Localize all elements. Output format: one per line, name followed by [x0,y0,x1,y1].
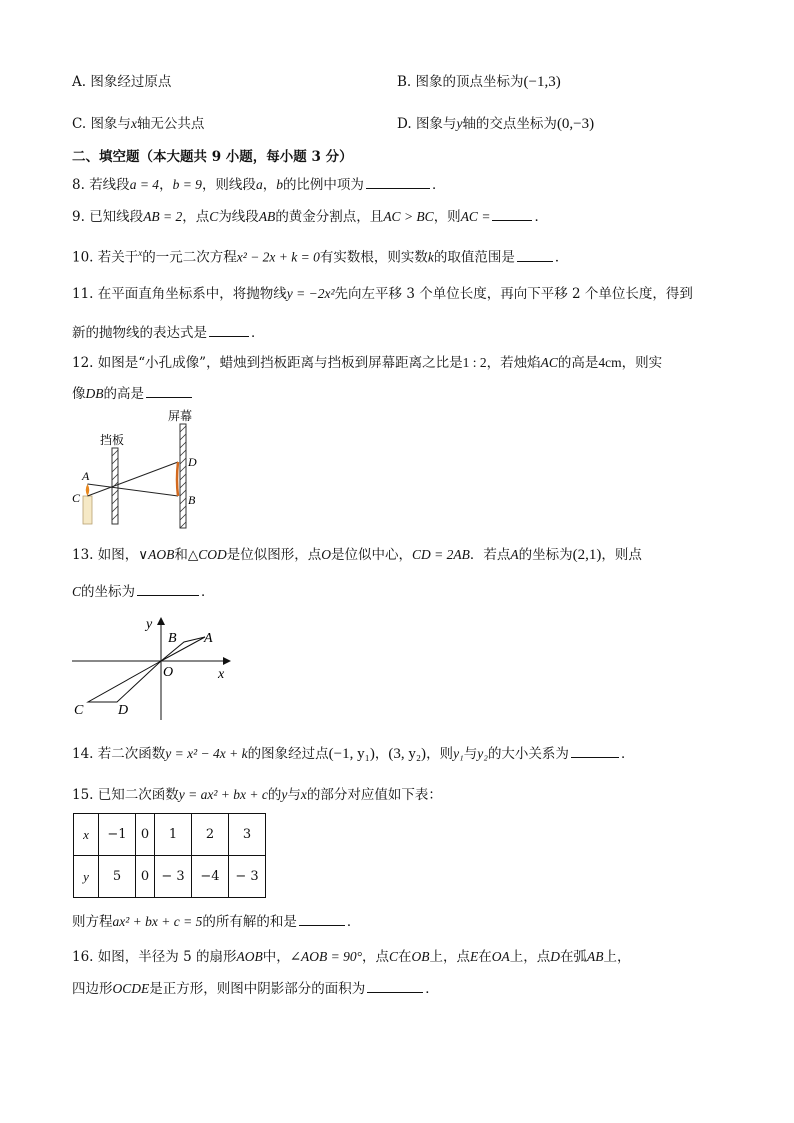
q13-text7: ，则点 [601,547,642,563]
q16-angle: ∠AOB = 90° [289,949,363,964]
table-cell: 0 [136,856,155,898]
q14-var-y2: y₂ [477,746,488,761]
table-cell: −1 [99,814,136,856]
q15-answer-blank[interactable] [299,912,345,926]
q13-text3: 是位似图形，点 [226,547,322,563]
option-c-prefix: C. [72,116,87,132]
q11-end: ． [251,325,265,341]
question-12 [72,354,662,372]
q16-var-ab: AB [587,949,604,964]
q16-line2a: 四边形 [72,981,113,997]
q12-text1: 如图是“小孔成像”，蜡烛到挡板距离与挡板到屏幕距离之比是 [97,355,463,371]
similar-figure [66,612,246,722]
q15-number: 15. [72,787,94,803]
q10-text1: 若关于 [97,249,139,266]
question-9 [72,207,548,226]
question-15 [72,786,442,804]
q11-answer-blank[interactable] [209,323,249,337]
q12-answer-blank[interactable] [146,384,192,398]
q10-var-k: k [427,249,434,265]
triangle-cod [88,661,161,702]
q16-text3: ，点 [362,949,390,965]
table-cell: 3 [229,814,266,856]
label-c: C [72,491,81,505]
candle [83,496,92,524]
option-d-var: y [456,116,463,131]
question-16-line2 [72,979,439,998]
q15-var-y: y [281,787,288,802]
q16-sector: AOB [236,949,263,964]
q16-text8: 在弧 [560,949,588,965]
q8-var-a: a [255,177,263,192]
q9-math-ineq: AC > BC [383,209,434,224]
label-a: A [82,469,90,483]
option-b [397,73,561,91]
q10-text3: 有实数根，则实数 [319,249,428,266]
q15-text2: 的 [267,787,282,803]
option-c [72,115,204,133]
section-heading: 二、填空题（本大题共 9 小题，每小题 3 分） [72,149,353,165]
q15-text1: 已知二次函数 [97,787,179,803]
q9-text2: ，点 [182,209,210,225]
value-table [73,813,266,898]
q13-text1: 如图， [97,547,139,563]
question-15-line2 [72,912,360,931]
q12-var-ac: AC [540,355,558,370]
option-c-var: x [130,116,137,131]
q8-text2: ，则线段 [201,177,256,193]
q10-text4: 的取值范围是 [433,249,515,266]
q8-answer-blank[interactable] [366,175,430,189]
q14-text5: 与 [463,746,478,762]
q16-var-ob: OB [411,949,430,964]
q9-answer-blank[interactable] [492,207,532,221]
label-o: O [163,665,174,680]
q8-math-a: a = 4 [129,177,160,192]
table-cell: x [74,814,99,856]
option-c-text1: 图象与 [90,116,131,132]
q13-math-cd: CD = 2AB [412,547,470,562]
table-cell: −4 [192,856,229,898]
q15-text4: 的部分对应值如下表： [306,787,442,803]
q16-text5: 上，点 [429,949,471,965]
q14-function: y = x² − 4x + k [165,746,248,761]
q16-text2: 中， [262,949,290,965]
q16-text6: 在 [478,949,492,965]
q11-text2: 先向左平移 3 个单位长度，再向下平移 2 个单位长度，得到 [334,286,693,302]
q16-var-oa: OA [491,949,510,964]
q9-var-c: C [209,209,219,224]
q14-text6: 的大小关系为 [487,746,569,762]
q13-line2-text: 的坐标为 [81,584,136,600]
option-d-text2: 轴的交点坐标为 [462,116,557,132]
q15-end: ． [346,914,361,930]
q14-text2: 的图象经过点 [247,746,329,762]
candle-flame [86,484,90,496]
q10-equation: x² − 2x + k = 0 [236,249,320,265]
q9-text5: ，则 [433,209,461,225]
q13-text2: 和 [174,547,188,563]
q16-answer-blank[interactable] [367,979,423,993]
label-screen: 屏幕 [168,409,193,423]
option-c-text2: 轴无公共点 [136,116,205,132]
q13-triangle-aob: ∨AOB [138,547,175,562]
q12-line2b: 的高是 [103,386,144,402]
q11-text1: 在平面直角坐标系中，将抛物线 [97,286,287,302]
label-d: D [188,455,197,469]
q14-text1: 若二次函数 [97,746,166,762]
question-16 [72,948,631,966]
q12-number: 12. [72,355,94,371]
question-11-line2 [72,323,265,342]
q14-end: ． [620,746,635,762]
q9-var-ab: AB [258,209,276,224]
q8-var-b: b [276,177,283,192]
q10-number: 10. [72,249,94,266]
q16-text1: 如图，半径为 5 的扇形 [97,949,237,965]
q8-math-b: b = 9 [172,177,202,192]
q14-answer-blank[interactable] [571,744,619,758]
table-cell: − 3 [229,856,266,898]
q13-var-o: O [321,547,332,562]
ray-a-to-b [88,484,179,496]
label-board: 挡板 [100,433,125,447]
q12-text2: ，若烛焰 [486,355,541,371]
option-d-coord: (0,−3) [556,116,595,132]
q8-text: 若线段 [89,177,130,193]
label-c: C [74,703,84,718]
q10-var-x: x [138,248,143,258]
option-a [72,73,171,91]
q12-height: 4cm [598,355,622,370]
q16-var-c: C [389,949,399,964]
label-d: D [118,703,129,718]
q13-text5: ．若点 [469,547,511,563]
q15-equation: ax² + bx + c = 5 [112,914,203,929]
q14-number: 14. [72,746,94,762]
q16-text9: 上， [603,949,631,965]
q16-end: ． [425,981,439,997]
pinhole-figure [66,404,206,530]
q13-var-a: A [510,547,519,562]
option-d-text1: 图象与 [415,116,457,132]
option-a-text: 图象经过原点 [90,74,172,90]
q15-text3: 与 [287,787,301,803]
q16-square: OCDE [112,981,150,996]
inverted-image [177,462,178,496]
q15-function: y = ax² + bx + c [178,787,268,802]
q13-var-c: C [72,584,82,599]
q9-number: 9. [72,209,85,225]
table-cell: 0 [136,814,155,856]
q13-text4: 是位似中心， [331,547,413,563]
q9-math-ac: AC = [460,209,491,224]
question-13-line2 [72,582,215,601]
q13-text6: 的坐标为 [518,547,573,563]
question-10 [72,244,568,267]
question-8 [72,175,445,194]
q15-after2: 的所有解的和是 [202,914,297,930]
q8-end: ． [431,177,446,193]
table-cell: y [74,856,99,898]
question-12-line2 [72,384,194,403]
option-b-coord: (−1,3) [523,74,561,90]
q10-text2: 的一元二次方程 [142,249,237,266]
q10-answer-blank[interactable] [517,248,553,262]
q16-var-e: E [470,949,479,964]
label-y: y [146,617,153,632]
label-x: x [218,667,225,682]
label-a: A [204,631,213,646]
q13-end: ． [201,584,215,600]
q12-ratio: 1 : 2 [462,355,487,370]
table-cell: 5 [99,856,136,898]
q12-text4: ，则实 [621,355,663,371]
q8-text4: 的比例中项为 [282,177,364,193]
question-13 [72,546,642,564]
q16-text4: 在 [398,949,412,965]
q13-number: 13. [72,547,94,563]
q9-text1: 已知线段 [89,209,144,225]
q12-text3: 的高是 [557,355,599,371]
q8-text3: ， [262,177,277,193]
question-11 [72,285,693,303]
q11-number: 11. [72,286,94,302]
q15-after1: 则方程 [72,914,113,930]
option-a-prefix: A. [72,74,87,90]
ray-c-to-d [88,462,179,496]
q16-var-d: D [550,949,561,964]
q14-text3: ， [374,746,389,762]
q10-end: ． [554,249,569,266]
label-b: B [168,631,177,646]
table-row-x [74,814,266,856]
q16-number: 16. [72,949,94,965]
q11-line2-text: 新的抛物线的表达式是 [72,325,207,341]
q16-text7: 上，点 [509,949,551,965]
option-b-prefix: B. [397,74,412,90]
table-row-y [74,856,266,898]
option-d-prefix: D. [397,116,412,132]
q9-text3: 为线段 [218,209,259,225]
q13-triangle-cod: △COD [187,547,227,562]
q16-line2b: 是正方形，则图中阴影部分的面积为 [149,981,366,997]
q14-var-y1: y₁ [453,746,464,761]
table-cell: 2 [192,814,229,856]
q9-end: ． [534,209,548,225]
q8-sep: ， [159,177,173,193]
q9-math-ab: AB = 2 [143,209,183,224]
table-cell: 1 [155,814,192,856]
q8-number: 8. [72,177,85,193]
q14-text4: ，则 [426,746,454,762]
q14-point1: (−1, y₁) [328,746,375,762]
q13-coord-a: (2,1) [572,547,602,563]
question-14 [72,744,634,763]
table-cell: − 3 [155,856,192,898]
q15-var-x: x [300,787,307,802]
q13-answer-blank[interactable] [137,582,199,596]
q12-line2a: 像 [72,386,86,402]
q14-point2: (3, y₂) [388,746,427,762]
q11-parabola: y = −2x² [286,286,335,301]
option-d [397,115,594,133]
q12-var-db: DB [85,386,104,401]
q9-text4: 的黄金分割点，且 [275,209,384,225]
option-b-text: 图象的顶点坐标为 [415,74,524,90]
label-b: B [188,493,196,507]
